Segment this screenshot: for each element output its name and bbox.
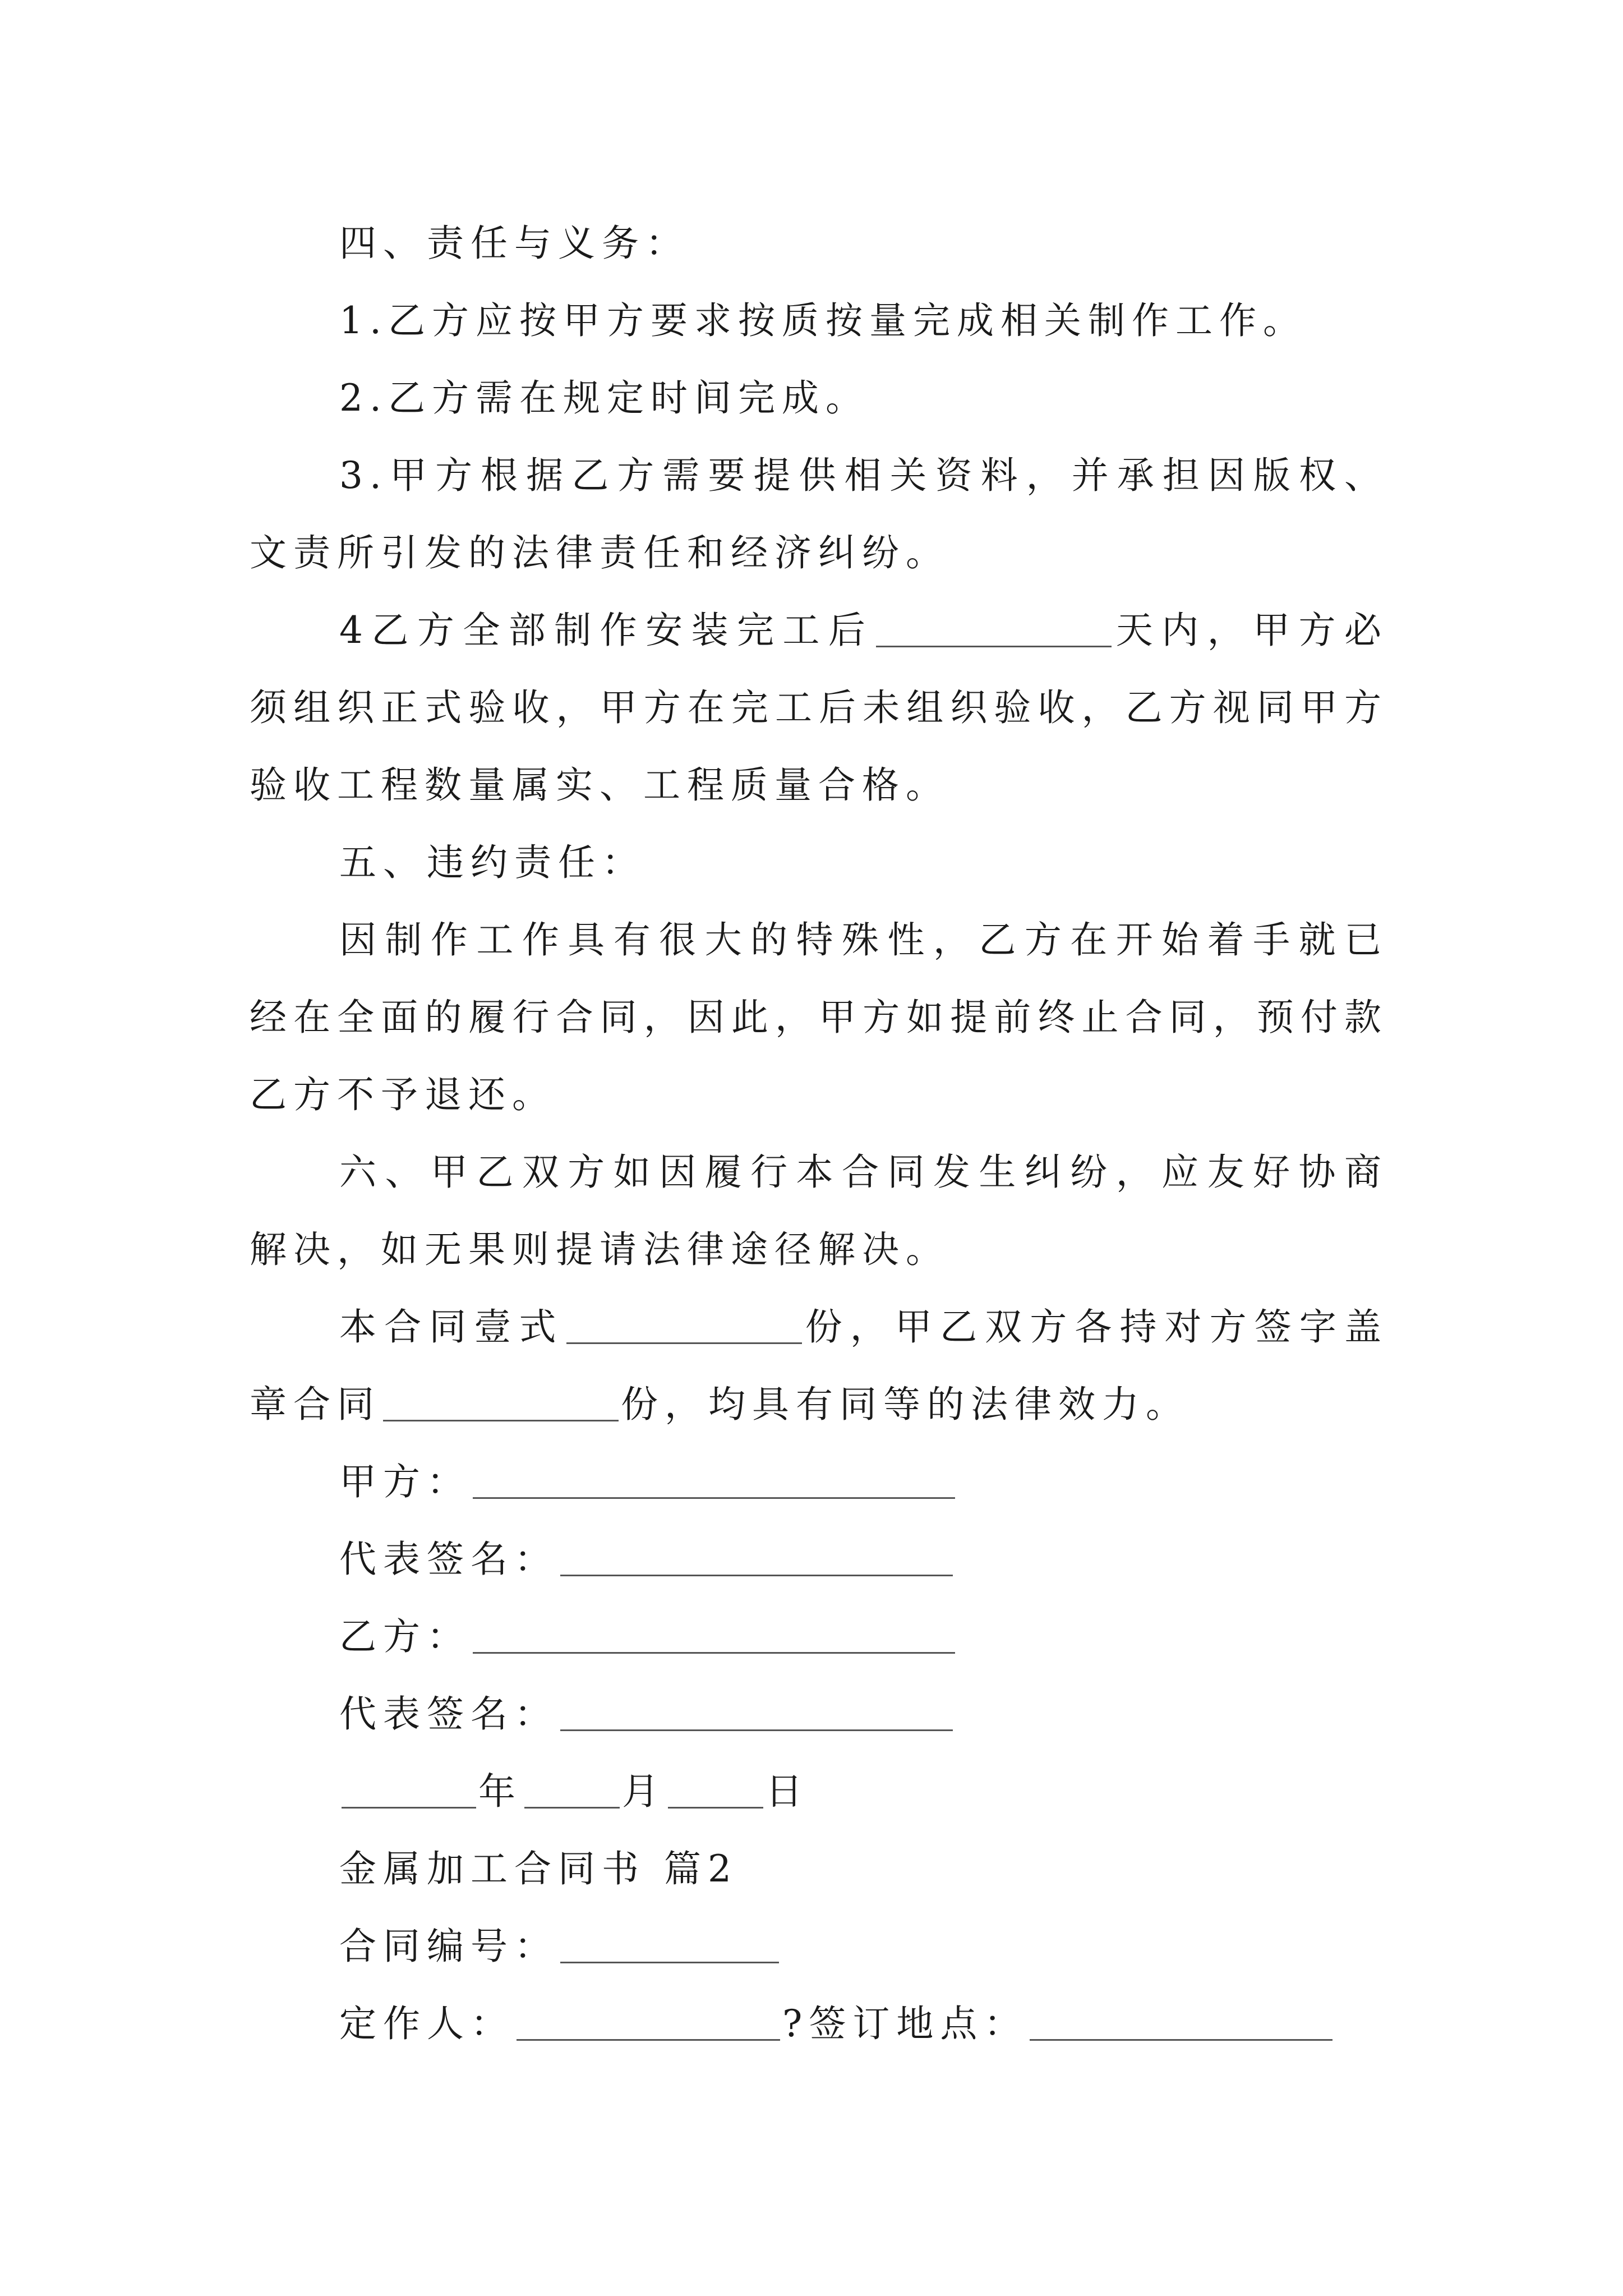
rep-sign-blank-1	[560, 1535, 953, 1576]
rep-sign-blank-2	[560, 1690, 953, 1731]
section-5-title: 五、违约责任：	[339, 841, 645, 884]
orderer-label: 定作人：	[339, 2002, 514, 2045]
party-a-line	[250, 1443, 1388, 1521]
contract-number-label: 合同编号：	[339, 1925, 558, 1968]
party-b-line	[250, 1598, 1388, 1676]
party-a-blank	[473, 1458, 955, 1499]
contract-number-line	[250, 1908, 1388, 1985]
next-contract-title: 金属加工合同书 篇2	[339, 1847, 738, 1890]
date-line	[250, 1753, 1388, 1830]
sign-place-label: ?签订地点：	[782, 2002, 1028, 2045]
section-5-body: 因制作工作具有很大的特殊性，乙方在开始着手就已经在全面的履行合同，因此，甲方如提前终止合同，预付款乙方不予退还。	[250, 918, 1388, 1116]
month-label: 月	[622, 1770, 666, 1813]
contract-text	[250, 205, 1388, 2063]
section-4-title: 四、责任与义务：	[339, 222, 689, 265]
section-4-item-4-end: 天内，甲方必须组织正式验收，甲方在完工后未组织验收，乙方视同甲方验收工程数量属实、工程质量合格。	[250, 609, 1388, 807]
contract-number-blank	[560, 1922, 779, 1963]
sign-place-blank	[1030, 2000, 1332, 2041]
year-blank	[342, 1768, 476, 1809]
rep-sign-label-2: 代表签名：	[339, 1692, 558, 1736]
orderer-blank	[517, 2000, 780, 2041]
days-blank	[876, 606, 1112, 647]
rep-sign-label-1: 代表签名：	[339, 1538, 558, 1581]
rep-sign-line-2	[250, 1676, 1388, 1753]
section-4-item-4-start: 4乙方全部制作安装完工后	[339, 609, 874, 652]
copies-clause-end: 份，均具有同等的法律效力。	[621, 1383, 1189, 1426]
party-b-blank	[473, 1613, 955, 1654]
section-4-item-4	[250, 592, 1388, 824]
party-b-label: 乙方：	[339, 1615, 471, 1658]
day-blank	[668, 1768, 763, 1809]
section-4-item-2: 2.乙方需在规定时间完成。	[339, 376, 869, 420]
section-4-item-3: 3.甲方根据乙方需要提供相关资料，并承担因版权、文责所引发的法律责任和经济纠纷。	[250, 454, 1388, 574]
copies-count-blank	[566, 1303, 802, 1344]
orderer-line	[250, 1985, 1388, 2063]
section-4-item-1: 1.乙方应按甲方要求按质按量完成相关制作工作。	[339, 299, 1307, 342]
year-label: 年	[478, 1770, 522, 1813]
day-label: 日	[766, 1770, 809, 1813]
copies-clause-middle: 份，甲乙双方各持对方签字盖章合同	[250, 1305, 1389, 1426]
rep-sign-line-1	[250, 1521, 1388, 1598]
section-6: 六、甲乙双方如因履行本合同发生纠纷，应友好协商解决，如无果则提请法律途径解决。	[250, 1151, 1388, 1271]
copies-clause	[250, 1289, 1388, 1443]
signed-copies-blank	[383, 1381, 619, 1421]
copies-clause-start: 本合同壹式	[339, 1305, 564, 1349]
month-blank	[524, 1768, 620, 1809]
party-a-label: 甲方：	[339, 1460, 471, 1503]
